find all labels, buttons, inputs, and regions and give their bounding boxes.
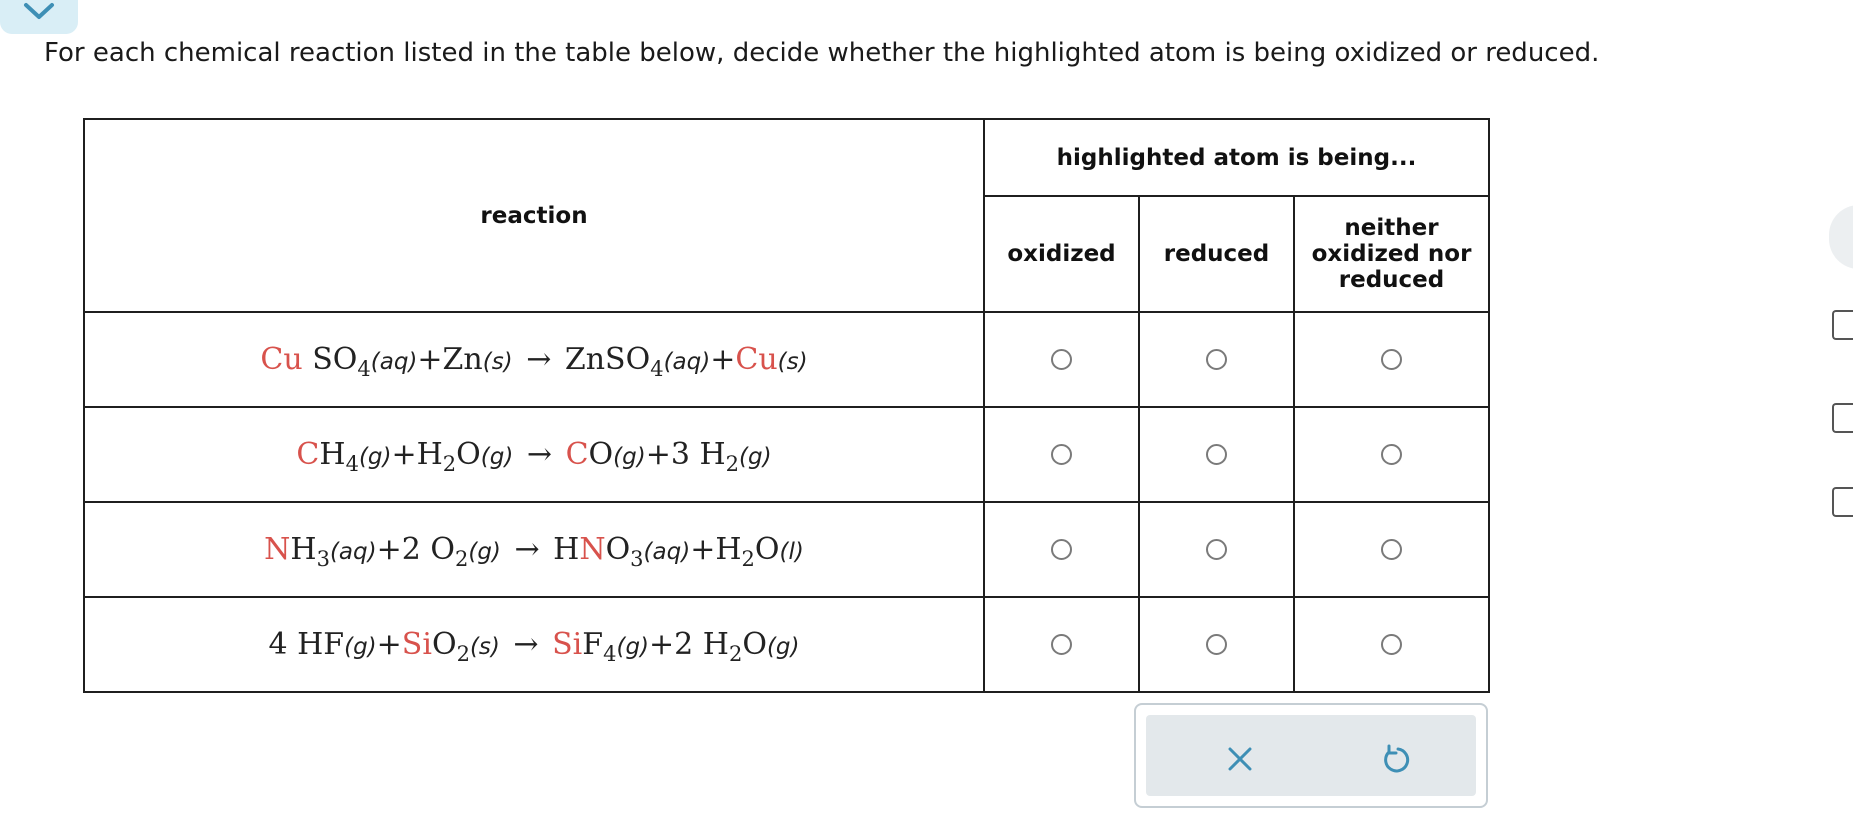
group-header: highlighted atom is being... <box>984 119 1489 196</box>
reaction-arrow: → <box>513 627 539 662</box>
action-panel <box>1134 703 1488 808</box>
table-row <box>84 312 1489 407</box>
action-bar <box>1146 715 1476 796</box>
reaction-equation: Cu $SO_4(aq)+Zn(s)$ → ZnSO$_4$(aq)+Cu(s) <box>84 312 984 407</box>
highlighted-atom: Si <box>552 627 583 662</box>
option-header-oxidized: oxidized <box>984 196 1139 312</box>
radio-reduced[interactable] <box>1206 634 1227 655</box>
reaction-equation: $CH_4(g)+H_2O(g) \to CO(g)+3$ $H_2(g)$ <box>84 407 984 502</box>
reaction-arrow: → <box>526 437 553 472</box>
table-row <box>84 502 1489 597</box>
side-tool-icon[interactable] <box>1832 403 1853 433</box>
highlighted-atom: C <box>565 437 589 472</box>
reaction-equation: $NH_3(aq)+2$ $O_2(g) \to HNO_3(aq)+H_2O(l)$ <box>84 502 984 597</box>
collapse-tab[interactable] <box>0 0 78 34</box>
radio-oxidized[interactable] <box>1051 539 1072 560</box>
highlighted-atom: Cu <box>735 342 778 377</box>
instruction-text: For each chemical reaction listed in the table below, decide whether the highlighted atom is being oxidized or reduced. <box>44 38 1600 68</box>
close-icon <box>1220 739 1260 779</box>
highlighted-atom: N <box>579 532 606 567</box>
radio-reduced[interactable] <box>1206 539 1227 560</box>
side-tab[interactable] <box>1829 205 1853 269</box>
chevron-down-icon <box>23 2 55 20</box>
reaction-arrow: → <box>514 532 540 567</box>
reaction-table <box>83 118 1490 693</box>
undo-icon <box>1376 739 1416 779</box>
radio-reduced[interactable] <box>1206 444 1227 465</box>
radio-neither[interactable] <box>1381 444 1402 465</box>
reset-button[interactable] <box>1376 739 1416 779</box>
reaction-arrow: → <box>526 342 552 377</box>
radio-reduced[interactable] <box>1206 349 1227 370</box>
side-tool-icon[interactable] <box>1832 487 1853 517</box>
reaction-header: reaction <box>84 119 984 312</box>
highlighted-atom: Si <box>401 627 432 662</box>
radio-oxidized[interactable] <box>1051 444 1072 465</box>
radio-neither[interactable] <box>1381 349 1402 370</box>
clear-button[interactable] <box>1220 739 1260 779</box>
reaction-equation: 4 HF(g)+SiO$_2$(s) → SiF$_4$(g)+2 $H_2O(g)$ <box>84 597 984 692</box>
side-tool-icon[interactable] <box>1832 310 1853 340</box>
radio-oxidized[interactable] <box>1051 349 1072 370</box>
table-row <box>84 407 1489 502</box>
radio-oxidized[interactable] <box>1051 634 1072 655</box>
table-row <box>84 597 1489 692</box>
option-header-reduced: reduced <box>1139 196 1294 312</box>
option-header-neither: neither oxidized nor reduced <box>1294 196 1489 312</box>
radio-neither[interactable] <box>1381 634 1402 655</box>
radio-neither[interactable] <box>1381 539 1402 560</box>
highlighted-atom: Cu <box>260 342 303 377</box>
highlighted-atom: N <box>264 532 291 567</box>
highlighted-atom: C <box>296 437 320 472</box>
